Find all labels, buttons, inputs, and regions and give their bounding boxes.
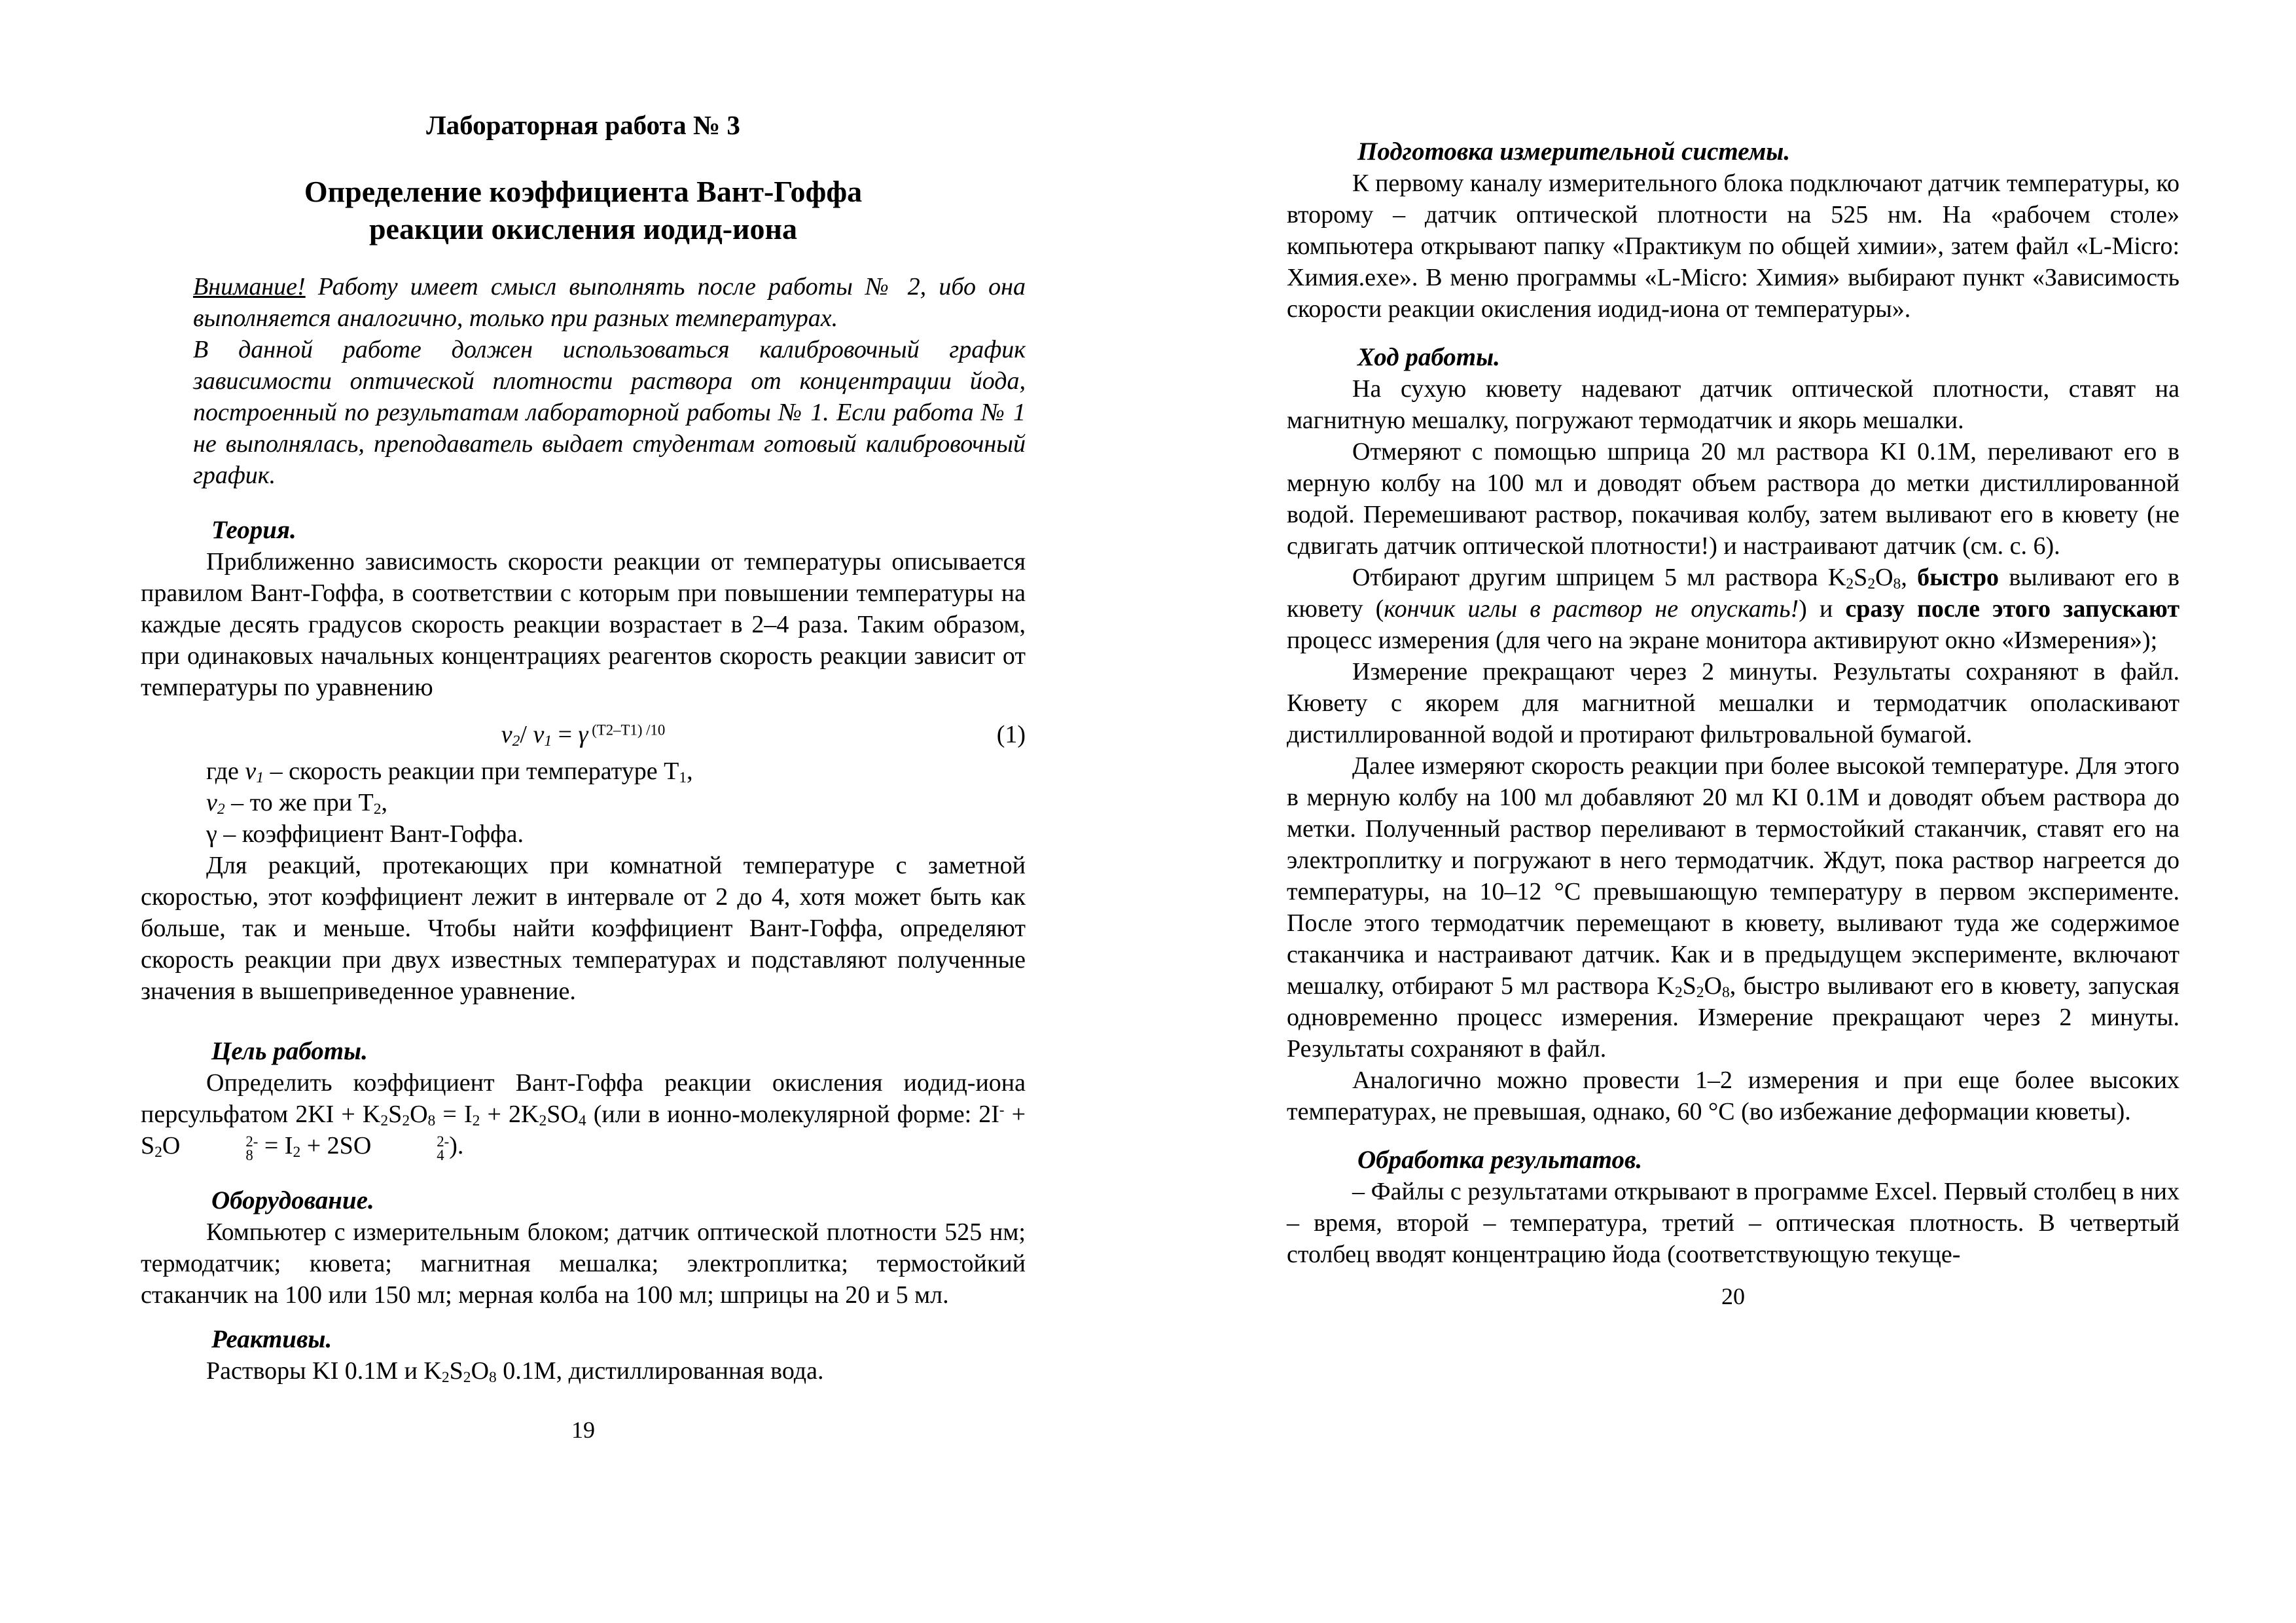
definition-v2: $v_2$ – то же при $Т_2$,: [206, 789, 388, 818]
procedure-paragraph-3: Отбирают другим шприцем 5 мл раствора $K_2S_2O_8$, быстро выливают его в кювету (кончик иглы в раствор не опускать!) и сразу после этого запускают процесс измерения (для чего на экране монитора активируют окно «Измерения»);: [1287, 564, 2180, 654]
section-heading-theory: Теория.: [211, 516, 296, 544]
lab-number-title: Лабораторная работа № 3: [426, 110, 740, 140]
equation-formula: $v_2/$ $v_1 = \gamma$ $^{(T2-T1) /10}$: [501, 721, 666, 750]
procedure-paragraph-4: Измерение прекращают через 2 минуты. Результаты сохраняют в файл. Кювету с якорем для магнитной мешалки и термодатчик ополаскивают дистиллированной водой и протирают фильтровальной бумагой.: [1287, 658, 2179, 748]
attention-block: [193, 271, 1026, 491]
page-number-right: 20: [1721, 1283, 1745, 1309]
section-heading-preparation: Подготовка измерительной системы.: [1357, 137, 1791, 166]
section-heading-results: Обработка результатов.: [1357, 1146, 1643, 1174]
procedure-paragraph-6: Аналогично можно провести 1–2 измерения и при еще более высоких температурах, не превышая, однако, 60 °С (во избежание деформации кюветы).: [1287, 1067, 2179, 1125]
theory-paragraph-1: Приближенно зависимость скорости реакции от температуры описывается правилом Вант-Гоффа, в соответствии с которым при повышении температуры на каждые десять градусов скорость реакции возрастает в 2–4 раза. Таким образом, при одинаковых начальных концентрациях реагентов скорость реакции зависит от температуры по уравнению: [141, 548, 1026, 701]
procedure-paragraph-1: На сухую кювету надевают датчик оптической плотности, ставят на магнитную мешалку, погружают термодатчик и якорь мешалки.: [1287, 375, 2179, 434]
reagents-paragraph: Растворы KI 0.1M и $K_2S_2O_8$ 0.1M, дистиллированная вода.: [206, 1357, 824, 1387]
definition-v1: где $v_1$ – скорость реакции при температуре $Т_1$,: [206, 757, 693, 787]
main-heading-line2: реакции окисления иодид-иона: [368, 212, 798, 246]
section-heading-procedure: Ход работы.: [1357, 343, 1500, 371]
section-heading-goal: Цель работы.: [211, 1037, 368, 1065]
main-heading-line1: Определение коэффициента Вант-Гоффа: [304, 175, 863, 208]
page-20: [1287, 0, 2179, 1312]
equation-number: (1): [996, 721, 1026, 748]
main-heading: [141, 173, 1026, 247]
equipment-paragraph: Компьютер с измерительным блоком; датчик оптической плотности 525 нм; термодатчик; кювета; магнитная мешалка; электроплитка; термостойкий стаканчик на 100 или 150 мл; мерная колба на 100 мл; шприцы на 20 и 5 мл.: [141, 1218, 1026, 1309]
preparation-paragraph: К первому каналу измерительного блока подключают датчик температуры, ко второму – датчик оптической плотности на 525 нм. На «рабочем столе» компьютера открывают папку «Практикум по общей химии», затем файл «L-Micro: Химия.exe». В меню программы «L-Micro: Химия» выбирают пункт «Зависимость скорости реакции окисления иодид-иона от температуры».: [1287, 170, 2179, 323]
theory-paragraph-2: Для реакций, протекающих при комнатной температуре с заметной скоростью, этот коэффициент лежит в интервале от 2 до 4, хотя может быть как больше, так и меньше. Чтобы найти коэффициент Вант-Гоффа, определяют скорость реакции при двух известных температурах и подставляют полученные значения в вышеприведенное уравнение.: [141, 852, 1026, 1005]
page-19: [141, 0, 1026, 1446]
attention-paragraph-1: Внимание! Работу имеет смысл выполнять после работы № 2, ибо она выполняется аналогично, только при разных температурах.: [193, 273, 1026, 332]
procedure-paragraph-2: Отмеряют с помощью шприца 20 мл раствора KI 0.1М, переливают его в мерную колбу на 100 мл и доводят объем раствора до метки дистиллированной водой. Перемешивают раствор, покачивая колбу, затем выливают его в кювету (не сдвигать датчик оптической плотности!) и настраивают датчик (см. с. 6).: [1287, 438, 2179, 560]
section-heading-reagents: Реактивы.: [211, 1324, 332, 1353]
section-heading-equipment: Оборудование.: [211, 1186, 374, 1214]
results-paragraph: – Файлы с результатами открывают в программе Excel. Первый столбец в них – время, второй – температура, третий – оптическая плотность. В четвертый столбец вводят концентрацию йода (соответствующую текуще-: [1287, 1178, 2179, 1268]
procedure-paragraph-5: Далее измеряют скорость реакции при более высокой температуре. Для этого в мерную колбу на 100 мл добавляют 20 мл KI 0.1М и доводят объем раствора до метки. Полученный раствор переливают в термостойкий стаканчик, ставят его на электроплитку и погружают в него термодатчик. Ждут, пока раствор нагреется до температуры, на 10–12 °С превышающую температуру в первом эксперименте. После этого термодатчик перемещают в кювету, выливают туда же содержимое стаканчика и настраивают датчик. Как и в предыдущем эксперименте, включают мешалку, отбирают 5 мл раствора $K_2S_2O_8$, быстро выливают его в кювету, запуская одновременно процесс измерения. Измерение прекращают через 2 минуты. Результаты сохраняют в файл.: [1287, 752, 2180, 1063]
goal-paragraph: Определить коэффициент Вант-Гоффа реакции окисления иодид-иона персульфатом $2KI + K_2S_2O_8 = I_2 + 2K_2SO_4$ (или в ионно-молекулярной форме: $2I^- + S_2O$ 2- 8 = $I_2 + 2SO$ 2- 4 ).: [141, 1069, 1026, 1164]
vant-hoff-equation: [141, 714, 1026, 756]
attention-paragraph-2: В данной работе должен использоваться калибровочный график зависимости оптической плотности раствора от концентрации йода, построенный по результатам лабораторной работы № 1. Если работа № 1 не выполнялась, преподаватель выдает студентам готовый калибровочный график.: [193, 336, 1026, 489]
page-number-left: 19: [571, 1416, 595, 1443]
definition-gamma: γ – коэффициент Вант-Гоффа.: [206, 820, 524, 848]
